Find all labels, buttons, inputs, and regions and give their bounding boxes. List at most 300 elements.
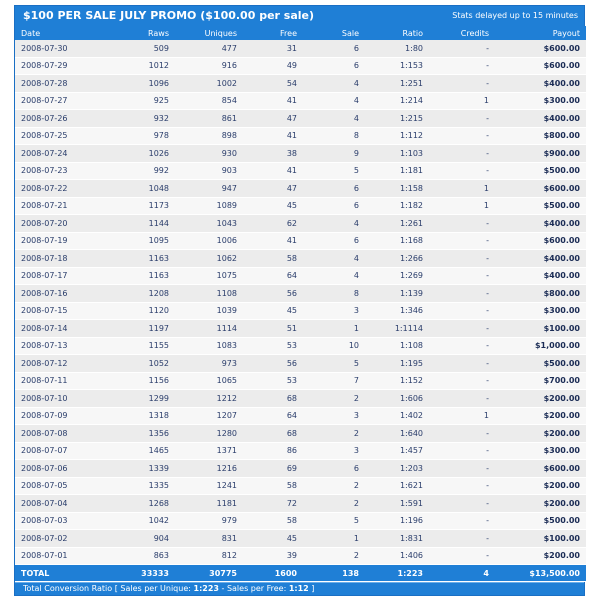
cell-free: 64 [243,407,303,425]
cell-sale: 4 [303,110,365,128]
cell-uniques: 916 [175,57,243,75]
cell-credits: - [429,302,495,320]
conversion-prefix: Total Conversion Ratio [ Sales per Unique: [23,584,191,593]
cell-uniques: 477 [175,40,243,57]
cell-raws: 1268 [111,495,175,513]
cell-uniques: 973 [175,355,243,373]
cell-sale: 6 [303,232,365,250]
table-row [15,425,586,443]
cell-free: 41 [243,232,303,250]
cell-credits: - [429,320,495,338]
stats-table [15,26,586,582]
cell-free: 58 [243,250,303,268]
cell-free: 72 [243,495,303,513]
table-row [15,442,586,460]
cell-payout: $400.00 [495,110,586,128]
table-row [15,197,586,215]
cell-ratio: 1:251 [365,75,429,93]
cell-payout: $500.00 [495,512,586,530]
cell-raws: 1026 [111,145,175,163]
cell-date: 2008-07-21 [15,197,111,215]
cell-credits: - [429,57,495,75]
conversion-ratio-bar [15,582,584,595]
table-row [15,162,586,180]
cell-credits: - [429,442,495,460]
cell-free: 45 [243,302,303,320]
cell-ratio: 1:591 [365,495,429,513]
cell-sale: 2 [303,495,365,513]
cell-sale: 5 [303,162,365,180]
table-row [15,110,586,128]
cell-ratio: 1:269 [365,267,429,285]
cell-credits: - [429,75,495,93]
cell-credits: - [429,267,495,285]
cell-payout: $600.00 [495,460,586,478]
cell-date: 2008-07-05 [15,477,111,495]
cell-raws: 1339 [111,460,175,478]
cell-free: 68 [243,425,303,443]
cell-ratio: 1:214 [365,92,429,110]
table-row [15,267,586,285]
cell-ratio: 1:152 [365,372,429,390]
cell-raws: 932 [111,110,175,128]
cell-ratio: 1:103 [365,145,429,163]
cell-free: 31 [243,40,303,57]
cell-payout: $1,000.00 [495,337,586,355]
cell-date: 2008-07-26 [15,110,111,128]
cell-raws: 509 [111,40,175,57]
cell-credits: 1 [429,92,495,110]
cell-raws: 1096 [111,75,175,93]
cell-date: 2008-07-07 [15,442,111,460]
table-row [15,477,586,495]
cell-ratio: 1:203 [365,460,429,478]
cell-uniques: 1181 [175,495,243,513]
cell-sale: 5 [303,512,365,530]
cell-uniques: 1075 [175,267,243,285]
cell-payout: $200.00 [495,425,586,443]
cell-date: 2008-07-10 [15,390,111,408]
cell-uniques: 1241 [175,477,243,495]
cell-free: 56 [243,285,303,303]
table-row [15,547,586,565]
cell-uniques: 1207 [175,407,243,425]
cell-sale: 1 [303,320,365,338]
cell-credits: - [429,337,495,355]
cell-credits: - [429,530,495,548]
cell-sale: 8 [303,285,365,303]
cell-ratio: 1:196 [365,512,429,530]
cell-raws: 1465 [111,442,175,460]
promo-stats-panel [14,5,585,596]
cell-uniques: 1280 [175,425,243,443]
table-row [15,495,586,513]
cell-uniques: 947 [175,180,243,198]
cell-sale: 6 [303,180,365,198]
cell-ratio: 1:108 [365,337,429,355]
cell-date: 2008-07-27 [15,92,111,110]
total-row [15,565,586,582]
cell-date: 2008-07-29 [15,57,111,75]
cell-raws: 1163 [111,267,175,285]
cell-raws: 1299 [111,390,175,408]
cell-credits: - [429,547,495,565]
column-header-credits: Credits [429,26,495,40]
cell-uniques: 1114 [175,320,243,338]
cell-date: 2008-07-12 [15,355,111,373]
table-row [15,390,586,408]
total-free: 1600 [243,565,303,582]
cell-payout: $500.00 [495,355,586,373]
cell-uniques: 1002 [175,75,243,93]
cell-sale: 6 [303,57,365,75]
cell-payout: $300.00 [495,92,586,110]
cell-payout: $600.00 [495,40,586,57]
cell-payout: $200.00 [495,477,586,495]
cell-payout: $500.00 [495,197,586,215]
cell-raws: 925 [111,92,175,110]
cell-payout: $600.00 [495,57,586,75]
cell-raws: 992 [111,162,175,180]
total-raws: 33333 [111,565,175,582]
cell-ratio: 1:621 [365,477,429,495]
table-row [15,302,586,320]
cell-payout: $800.00 [495,127,586,145]
cell-free: 47 [243,180,303,198]
cell-credits: - [429,285,495,303]
cell-date: 2008-07-06 [15,460,111,478]
table-row [15,232,586,250]
cell-credits: - [429,162,495,180]
cell-payout: $200.00 [495,547,586,565]
cell-payout: $700.00 [495,372,586,390]
cell-payout: $800.00 [495,285,586,303]
cell-payout: $400.00 [495,215,586,233]
cell-uniques: 1043 [175,215,243,233]
conversion-suffix: ] [311,584,315,593]
cell-date: 2008-07-13 [15,337,111,355]
cell-ratio: 1:346 [365,302,429,320]
cell-free: 58 [243,477,303,495]
cell-uniques: 1212 [175,390,243,408]
table-row [15,127,586,145]
cell-sale: 2 [303,477,365,495]
cell-payout: $500.00 [495,162,586,180]
cell-date: 2008-07-23 [15,162,111,180]
cell-payout: $400.00 [495,250,586,268]
cell-free: 45 [243,530,303,548]
cell-uniques: 1089 [175,197,243,215]
table-row [15,355,586,373]
cell-payout: $300.00 [495,302,586,320]
table-row [15,180,586,198]
cell-raws: 1048 [111,180,175,198]
cell-date: 2008-07-02 [15,530,111,548]
column-header-raws: Raws [111,26,175,40]
cell-free: 39 [243,547,303,565]
total-uniques: 30775 [175,565,243,582]
cell-sale: 3 [303,302,365,320]
table-row [15,460,586,478]
table-row [15,512,586,530]
sales-per-unique-ratio: 1:223 [193,584,219,593]
cell-date: 2008-07-08 [15,425,111,443]
column-header-date: Date [15,26,111,40]
cell-uniques: 898 [175,127,243,145]
column-header-free: Free [243,26,303,40]
table-header-row [15,26,586,40]
table-row [15,145,586,163]
cell-sale: 4 [303,92,365,110]
cell-payout: $600.00 [495,180,586,198]
cell-sale: 2 [303,425,365,443]
cell-payout: $400.00 [495,75,586,93]
stats-delay-note: Stats delayed up to 15 minutes [452,11,578,20]
table-row [15,320,586,338]
cell-sale: 7 [303,372,365,390]
cell-uniques: 1371 [175,442,243,460]
cell-date: 2008-07-19 [15,232,111,250]
cell-sale: 5 [303,355,365,373]
column-header-ratio: Ratio [365,26,429,40]
cell-free: 41 [243,127,303,145]
sales-per-free-ratio: 1:12 [288,584,309,593]
cell-raws: 1173 [111,197,175,215]
table-body [15,40,586,565]
cell-credits: - [429,460,495,478]
column-header-payout: Payout [495,26,586,40]
cell-uniques: 903 [175,162,243,180]
cell-sale: 1 [303,530,365,548]
cell-sale: 3 [303,407,365,425]
cell-free: 64 [243,267,303,285]
cell-ratio: 1:80 [365,40,429,57]
cell-sale: 4 [303,250,365,268]
cell-date: 2008-07-30 [15,40,111,57]
cell-uniques: 1065 [175,372,243,390]
cell-credits: 1 [429,180,495,198]
cell-payout: $100.00 [495,320,586,338]
cell-uniques: 1083 [175,337,243,355]
total-payout: $13,500.00 [495,565,586,582]
cell-raws: 1042 [111,512,175,530]
cell-credits: - [429,477,495,495]
cell-sale: 2 [303,547,365,565]
cell-payout: $200.00 [495,495,586,513]
cell-sale: 8 [303,127,365,145]
table-row [15,530,586,548]
cell-payout: $600.00 [495,232,586,250]
cell-ratio: 1:1114 [365,320,429,338]
cell-ratio: 1:406 [365,547,429,565]
cell-uniques: 861 [175,110,243,128]
cell-date: 2008-07-17 [15,267,111,285]
cell-credits: - [429,372,495,390]
cell-sale: 6 [303,40,365,57]
cell-uniques: 1039 [175,302,243,320]
total-credits: 4 [429,565,495,582]
cell-ratio: 1:182 [365,197,429,215]
table-row [15,285,586,303]
cell-free: 41 [243,162,303,180]
cell-raws: 1163 [111,250,175,268]
cell-payout: $900.00 [495,145,586,163]
cell-sale: 4 [303,75,365,93]
cell-free: 58 [243,512,303,530]
cell-ratio: 1:181 [365,162,429,180]
cell-date: 2008-07-24 [15,145,111,163]
column-header-uniques: Uniques [175,26,243,40]
cell-raws: 1052 [111,355,175,373]
cell-payout: $100.00 [495,530,586,548]
cell-ratio: 1:261 [365,215,429,233]
cell-free: 56 [243,355,303,373]
cell-uniques: 831 [175,530,243,548]
cell-credits: - [429,250,495,268]
cell-raws: 904 [111,530,175,548]
table-row [15,40,586,57]
cell-ratio: 1:215 [365,110,429,128]
cell-sale: 6 [303,197,365,215]
table-row [15,75,586,93]
cell-date: 2008-07-18 [15,250,111,268]
cell-ratio: 1:153 [365,57,429,75]
cell-date: 2008-07-04 [15,495,111,513]
cell-credits: - [429,145,495,163]
cell-credits: - [429,40,495,57]
cell-date: 2008-07-16 [15,285,111,303]
cell-date: 2008-07-03 [15,512,111,530]
cell-credits: - [429,110,495,128]
panel-title: $100 PER SALE JULY PROMO ($100.00 per sale) [23,9,315,22]
cell-raws: 1208 [111,285,175,303]
cell-raws: 1156 [111,372,175,390]
cell-sale: 10 [303,337,365,355]
table-row [15,215,586,233]
cell-ratio: 1:402 [365,407,429,425]
cell-free: 53 [243,337,303,355]
cell-free: 86 [243,442,303,460]
table-row [15,337,586,355]
cell-ratio: 1:606 [365,390,429,408]
cell-credits: - [429,425,495,443]
cell-date: 2008-07-14 [15,320,111,338]
cell-payout: $300.00 [495,442,586,460]
cell-free: 47 [243,110,303,128]
cell-date: 2008-07-20 [15,215,111,233]
cell-credits: - [429,512,495,530]
cell-sale: 2 [303,390,365,408]
title-bar [15,6,584,26]
cell-credits: - [429,232,495,250]
cell-credits: - [429,215,495,233]
cell-date: 2008-07-01 [15,547,111,565]
cell-payout: $400.00 [495,267,586,285]
total-sale: 138 [303,565,365,582]
cell-sale: 3 [303,442,365,460]
cell-free: 51 [243,320,303,338]
table-row [15,407,586,425]
cell-uniques: 854 [175,92,243,110]
cell-uniques: 1062 [175,250,243,268]
cell-date: 2008-07-09 [15,407,111,425]
cell-raws: 1197 [111,320,175,338]
cell-credits: - [429,355,495,373]
cell-raws: 1335 [111,477,175,495]
cell-raws: 1144 [111,215,175,233]
cell-free: 68 [243,390,303,408]
cell-raws: 1012 [111,57,175,75]
cell-raws: 978 [111,127,175,145]
cell-date: 2008-07-11 [15,372,111,390]
cell-date: 2008-07-28 [15,75,111,93]
cell-free: 62 [243,215,303,233]
column-header-sale: Sale [303,26,365,40]
cell-free: 49 [243,57,303,75]
table-row [15,57,586,75]
cell-ratio: 1:168 [365,232,429,250]
cell-ratio: 1:158 [365,180,429,198]
cell-payout: $200.00 [495,390,586,408]
cell-uniques: 1108 [175,285,243,303]
cell-uniques: 812 [175,547,243,565]
cell-credits: - [429,127,495,145]
cell-date: 2008-07-25 [15,127,111,145]
cell-free: 54 [243,75,303,93]
cell-date: 2008-07-22 [15,180,111,198]
cell-uniques: 930 [175,145,243,163]
cell-ratio: 1:640 [365,425,429,443]
cell-free: 69 [243,460,303,478]
cell-ratio: 1:112 [365,127,429,145]
cell-ratio: 1:195 [365,355,429,373]
cell-credits: 1 [429,197,495,215]
cell-raws: 1120 [111,302,175,320]
cell-credits: - [429,390,495,408]
cell-sale: 9 [303,145,365,163]
cell-raws: 1155 [111,337,175,355]
cell-uniques: 979 [175,512,243,530]
cell-free: 41 [243,92,303,110]
cell-credits: 1 [429,407,495,425]
total-ratio: 1:223 [365,565,429,582]
table-row [15,92,586,110]
cell-sale: 6 [303,460,365,478]
cell-date: 2008-07-15 [15,302,111,320]
cell-raws: 863 [111,547,175,565]
total-label: TOTAL [15,565,111,582]
cell-free: 45 [243,197,303,215]
cell-sale: 4 [303,267,365,285]
conversion-middle: - Sales per Free: [221,584,287,593]
cell-payout: $200.00 [495,407,586,425]
cell-uniques: 1216 [175,460,243,478]
cell-ratio: 1:831 [365,530,429,548]
cell-ratio: 1:266 [365,250,429,268]
cell-credits: - [429,495,495,513]
cell-ratio: 1:457 [365,442,429,460]
cell-raws: 1356 [111,425,175,443]
cell-free: 53 [243,372,303,390]
table-row [15,250,586,268]
cell-uniques: 1006 [175,232,243,250]
cell-free: 38 [243,145,303,163]
cell-sale: 4 [303,215,365,233]
cell-raws: 1095 [111,232,175,250]
cell-ratio: 1:139 [365,285,429,303]
table-row [15,372,586,390]
cell-raws: 1318 [111,407,175,425]
